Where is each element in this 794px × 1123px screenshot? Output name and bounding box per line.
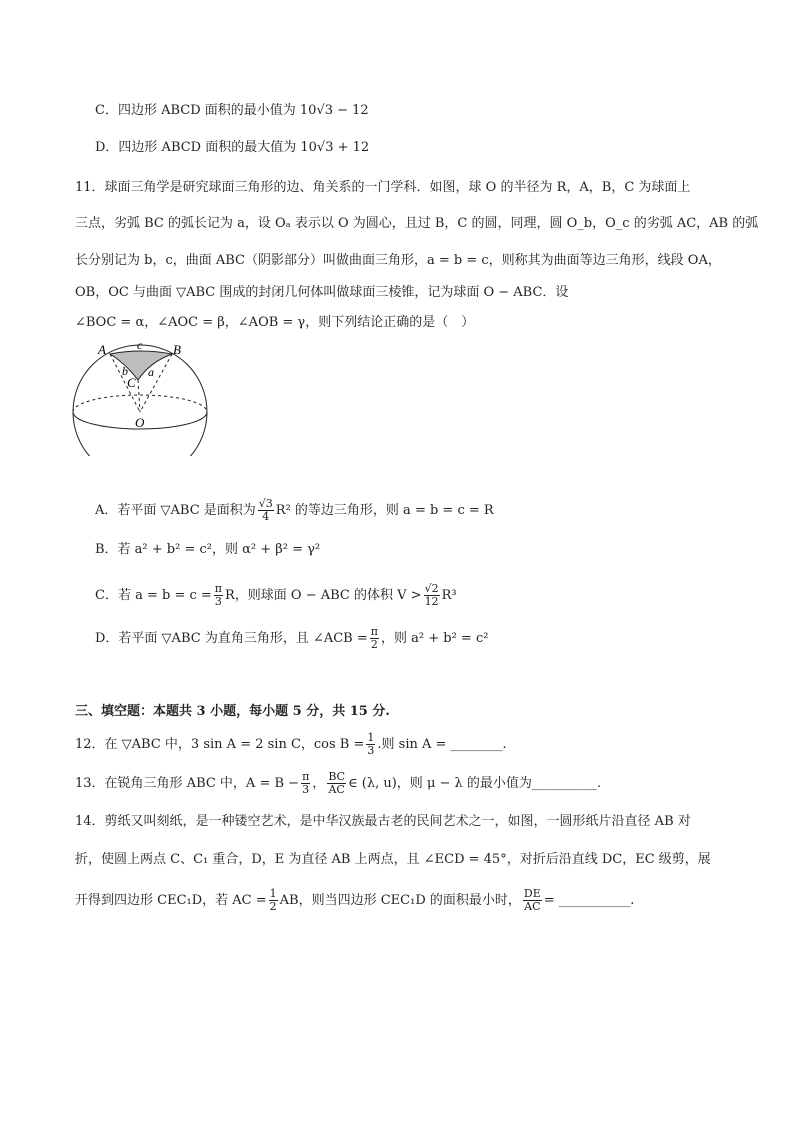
label-b-arc: b (122, 364, 128, 378)
q12: 12．在 ▽ABC 中，3 sin A = 2 sin C，cos B = $\frac{1}{3}$ .则 sin A = ________. (75, 731, 507, 757)
q11-stem-line-3: 长分别记为 b，c，曲面 ABC（阴影部分）叫做曲面三角形，a = b = c，则称其为曲面等边三角形，线段 OA， (75, 253, 721, 268)
section-heading-fill-in: 三、填空题：本题共 3 小题，每小题 5 分，共 15 分. (75, 704, 390, 719)
label-c-point: C (127, 375, 136, 390)
q11-option-b: B．若 a² + b² = c²，则 α² + β² = γ² (95, 542, 321, 557)
segment-oc (138, 380, 140, 412)
q11-stem-line-5: ∠BOC = α，∠AOC = β，∠AOB = γ，则下列结论正确的是（ ） (75, 315, 475, 330)
q11-stem-line-2: 三点，劣弧 BC 的弧长记为 a，设 Oₐ 表示以 O 为圆心，且过 B，C 的圆，同理，圆 O_b，O_c 的劣弧 AC，AB 的弧 (75, 216, 759, 231)
label-o-point: O (135, 415, 145, 430)
q11-option-d: D．若平面 ▽ABC 为直角三角形，且 ∠ACB = $\frac{\pi}{2}$ ，则 a² + b² = c² (95, 625, 489, 651)
label-b-point: B (173, 342, 181, 357)
q14-line-1: 14．剪纸又叫刻纸，是一种镂空艺术，是中华汉族最古老的民间艺术之一，如图，一圆形纸片沿直径 AB 对 (75, 814, 691, 829)
sphere-figure (70, 338, 215, 456)
q13: 13．在锐角三角形 ABC 中，A = B − $\frac{\pi}{3}$ ， $\frac{BC}{AC}$ ∈ (λ, u)，则 μ − λ 的最小值为__________. (75, 770, 602, 796)
label-a-point: A (98, 342, 106, 357)
q14-line-3: 开得到四边形 CEC₁D，若 AC = $\frac{1}{2}$ AB，则当四边形 CEC₁D 的面积最小时， $\frac{DE}{AC}$ = ___________. (75, 887, 635, 913)
q11-stem-line-1: 11．球面三角学是研究球面三角形的边、角关系的一门学科．如图，球 O 的半径为 R，A，B，C 为球面上 (75, 180, 691, 195)
label-a-arc: a (148, 365, 154, 379)
equator-back (73, 395, 207, 412)
q10-option-c: C．四边形 ABCD 面积的最小值为 10√3 − 12 (95, 103, 369, 118)
q11-option-a: A．若平面 ▽ABC 是面积为 $\frac{√3}{4}$ R² 的等边三角形，则 a = b = c = R (95, 497, 494, 523)
q14-line-2: 折，使圆上两点 C、C₁ 重合，D，E 为直径 AB 上两点，且 ∠ECD = 45°，对折后沿直线 DC，EC 级剪，展 (75, 852, 711, 867)
q10-option-d: D．四边形 ABCD 面积的最大值为 10√3 + 12 (95, 140, 370, 155)
q11-stem-line-4: OB，OC 与曲面 ▽ABC 围成的封闭几何体叫做球面三棱锥，记为球面 O − ABC．设 (75, 285, 569, 300)
curved-triangle-shade (110, 351, 172, 380)
q11-option-c: C．若 a = b = c = $\frac{\pi}{3}$ R，则球面 O − ABC 的体积 V > $\frac{√2}{12}$ R³ (95, 582, 457, 608)
label-c-arc: c (137, 338, 143, 352)
